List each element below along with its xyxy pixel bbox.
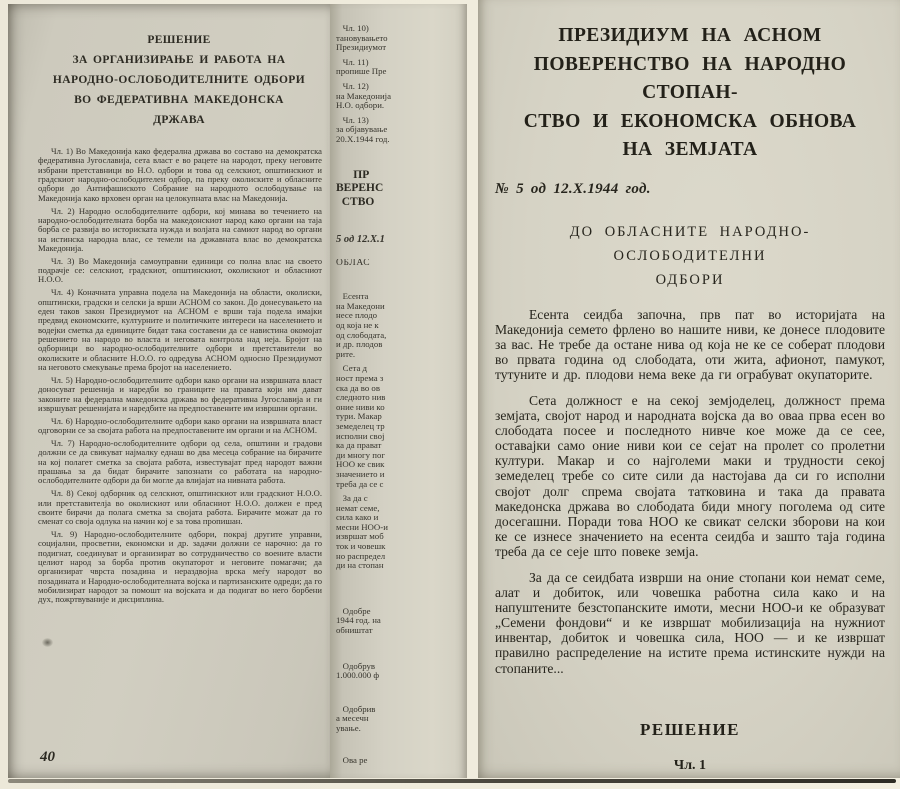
middle-fragment-column: [330, 4, 467, 778]
fragment-line: Чл. 12): [336, 81, 369, 91]
left-article-paragraph: Чл. 7) Народно-ослободителните одбори од села, општини и градови должни се да свикуват најмалку еднаш во два месеца собрание на бирачите на кој полагет сметка за својата работа, известувајат пред народот важни прашања за да бидат бирачите запознати со работата на народно-ослободителните одбори да би могле да влијајат на нивната работа.: [38, 437, 322, 486]
fragment-line: месни НОО-и: [336, 522, 388, 532]
fragment-line: тановувањето: [336, 33, 388, 43]
fragment-closing: Ова ре: [336, 755, 368, 765]
fragment-line: оние ниви ко: [336, 402, 385, 412]
fragment-line: ување.: [336, 724, 361, 733]
left-article-paragraph: Чл. 5) Народно-ослободителните одбори како органи на извршната власт доносуват решенија и наредби во границите на правата који им дават законите на федерална македонска држава во федеративна Југославија и ги извршуват решенијата и наредбите на предпоставените им извршни органи.: [38, 374, 322, 413]
fragment-line: Чл. 10): [336, 24, 369, 33]
fragment-line: Одобрив: [336, 704, 376, 714]
fragment-line: ток и човешк: [336, 542, 386, 552]
fragment-line: тури. Макар: [336, 412, 382, 422]
fragment-line: значението и: [336, 469, 385, 479]
fragment-line: рите.: [336, 349, 356, 359]
fragment-line: Н.О. одбори.: [336, 101, 385, 111]
fragment-document-number: 5 од 12.X.1: [336, 235, 385, 245]
fragment-approval-2: [336, 662, 467, 681]
fragment-line: следното нив: [336, 393, 386, 403]
fragment-addressee: ОБЛАС: [336, 258, 371, 268]
body-paragraph: За да се сеидбата изврши на оние стопани кои немат семе, алат и добиток, или човешка работна сила како и на напуштените безстопанските имоти, месни НОО-и ке образуват „Семени фондови“ и ке извршат мобилизација на нужниот инвентар, добиток и човешка сила, НОО — и ке извршат правилно распределение на истите према истинските нужди на стопаните...: [495, 570, 885, 676]
left-article-paragraph: Чл. 9) Народно-ослободителните одбори, покрај другите управни, социјални, просветни, економски и др. задачи должни се нарочно: да го подигнат, соединуват и организират во сотрудничество со воените власти целиот народ за борба против окупаторот и неговите помагачи; да организират чврста позадина и нераздвојна врска меѓу народот во позадината и Народно-ослободителната војска и партизанските одреди; да го мобилизират народот за помошт на војската и да подигат во него борбени дух, пожртвуваније и дисциплина.: [38, 529, 322, 605]
fragment-line: треба да се с: [336, 479, 384, 489]
right-title-line: СТВО И ЕКОНОМСКА ОБНОВА: [523, 110, 857, 132]
fragment-line: Одобрув: [336, 661, 376, 671]
fragment-line: за објавување: [336, 125, 388, 135]
fragment-line: од слободата,: [336, 330, 387, 340]
fragment-line: несе плодо: [336, 311, 378, 321]
body-paragraph: Есента сеидба започна, прв пат во историјата на Македонија семето фрлено во нашите ниви, ке донесе плодовите за вас. Не требе да остане нива од која не ке се соберат плодови во првата година од слободата, оти жита, афионот, памукот, тутуните и др. плодови нема веке да ги ограбуват окупаторите.: [495, 306, 885, 382]
body-paragraph: Сета должност е на секој земјоделец, должност према земјата, својот народ и народната војска да во оваа прва есен во слободата посее и последното нивче кое може да се сее, оставајки само оние ниви кои се сејат на пролет со пролетни култури. Макар и со најголеми маки и трудности секој земеделец требе со сите сили да настојава да си го исполни својот долг спрема својата татковина и така да правата македонска држава во слободата биди многу поголема од сите досегашни. Поради това НОО ке свикат селски зборови на кои ке се изнесе значението на есента сеидба и зашто таја година треба да се сеје што повеке земја.: [495, 392, 885, 559]
fragment-line: извршат моб: [336, 532, 384, 542]
left-article-paragraph: Чл. 1) Во Македонија како федерална држава во составо на демократска федеративна Југославија, сета власт е во рацете на народот, преку неговите избрани претставници во Н.О. одбори и това од селскиот, општинскиот и градскиот народно-ослободителен одбор, па преку околиските и обласните одбори до Антифашиското Собрание на народното ослободување на Македонија како врховен орган на целокупната влас на Македонија.: [38, 146, 322, 203]
fragment-line: обништат: [336, 626, 373, 636]
left-article-paragraph: Чл. 2) Народно ослободителните одбори, кој минава во течението на народно-ослободителната борба на македонскиот народ како органи на таја борба се развија во историската нужда и волјата на самиот народ во органи на истинска народна влас, се темели на државната влас во демократска Македонија.: [38, 205, 322, 253]
right-page-content: [478, 0, 900, 778]
left-article-paragraph: Чл. 4) Коначната управна подела на Македонија на области, околиски, општински, градски и селски ја врши АСНОМ со закон. До донесувањето на еден таков закон Президиумот на АСНОМ е врши таја подела имајки предвид економските, културните и политичките интереси на населението и водејки сметка да единиците бидат така составени да се навистина окомојат решението на народо во власта и неговата контрола над неја. Бројот на одборници во народно-ослободителните одбори и претставители во околиските и обласните Н.О.О. го одредува АСНОМ односно Президиумот на неговото смекување према бројот на населението.: [38, 287, 322, 373]
fragment-line: Президиумот: [336, 43, 387, 53]
fragment-line: ди на стопан: [336, 561, 384, 571]
right-title-line: НА ЗЕМЈАТА: [622, 139, 758, 160]
fragment-line: ност према з: [336, 373, 384, 383]
fragment-line: земеделец тр: [336, 421, 385, 431]
fragment-line: Сета д: [336, 364, 368, 374]
fragment-line: и др. плодов: [336, 340, 383, 350]
article-1-label: Чл. 1: [673, 757, 707, 773]
left-title-line: НАРОДНО-ОСЛОБОДИТЕЛНИТЕ ОДБОРИ: [52, 74, 306, 86]
fragment-heading-line: ВЕРЕНС: [336, 182, 384, 195]
fragment-approval-3: [336, 705, 467, 734]
right-page-title: [495, 22, 885, 165]
fragment-line: 20.X.1944 год.: [336, 134, 390, 144]
fragment-line: ди многу пог: [336, 450, 385, 460]
left-page-content: [8, 4, 330, 778]
fragment-line: 1.000.000 ф: [336, 671, 380, 681]
document-number: № 5 од 12.X.1944 год.: [495, 180, 651, 197]
fragment-heading-line: ПР: [336, 168, 370, 181]
fragment-line: на Македонија: [336, 91, 392, 101]
fragment-line: Есента: [336, 292, 369, 302]
fragment-line: За да с: [336, 494, 368, 504]
page-number: 40: [40, 749, 55, 765]
fragment-line: 1944 год. на: [336, 616, 381, 626]
resolution-heading: РЕШЕНИЕ: [639, 719, 740, 739]
fragment-articles: [336, 24, 467, 145]
right-page-scan: [478, 0, 900, 778]
fragment-line: од која не к: [336, 321, 379, 330]
fragment-heading-line: СТВО: [336, 195, 375, 208]
fragment-line: немат семе,: [336, 503, 380, 513]
fragment-line: на Македони: [336, 301, 385, 311]
left-title-line: РЕШЕНИЕ: [147, 34, 211, 46]
left-title-line: ВО ФЕДЕРАТИВНА МАКЕДОНСКА: [74, 94, 284, 106]
fragment-line: пропише Пре: [336, 67, 387, 77]
left-page-body: [38, 147, 322, 605]
fragment-line: Чл. 11): [336, 57, 369, 67]
right-title-line: ПОВЕРЕНСТВО НА НАРОДНО СТОПАН-: [533, 53, 847, 103]
left-page-title: [38, 30, 320, 130]
fragment-line: ска да во ов: [336, 383, 380, 393]
addressee-line: ОДБОРИ: [655, 271, 725, 288]
fragment-line: НОО ке свик: [336, 460, 385, 470]
right-page-body: [495, 307, 885, 676]
left-article-paragraph: Чл. 3) Во Македонија самоуправни единици со полна влас на своето подрачје се: селскиот, градскиот, општинскиот, околискиот и обласниот Н.О.О.: [38, 255, 322, 285]
left-article-paragraph: Чл. 8) Секој одборник од селскиот, општинскиот или градскиот Н.О.О. или претставителја во околискиот или обласниот Н.О.О. должен е пред своите бирачи да полага сметка за својата работа. Бирачите можат да го сменат со своја одлука на начин кој е за това пропишан.: [38, 488, 322, 527]
fragment-line: но распредел: [336, 551, 386, 561]
book-bottom-edge: [8, 779, 896, 783]
addressee-heading: [495, 220, 885, 292]
fragment-content: [330, 4, 467, 765]
addressee-line: ДО ОБЛАСНИТЕ НАРОДНО-ОСЛОБОДИТЕЛНИ: [569, 223, 811, 264]
fragment-line: сила како и: [336, 513, 379, 523]
fragment-line: Одобре: [336, 606, 371, 616]
fragment-line: Чл. 13): [336, 115, 369, 125]
left-title-line: ЗА ОРГАНИЗИРАЊЕ И РАБОТА НА: [72, 54, 286, 66]
left-title-line: ДРЖАВА: [153, 114, 205, 126]
left-article-paragraph: Чл. 6) Народно-ослободителните одбори како органи на извршната власт одговорни се за својата работа на предпоставените им органи и на АСНОМ.: [38, 415, 322, 436]
fragment-body: [336, 292, 467, 571]
fragment-line: а месечн: [336, 714, 369, 724]
right-title-line: ПРЕЗИДИУМ НА АСНОМ: [558, 25, 822, 46]
fragment-line: исполни свој: [336, 431, 385, 441]
fragment-heading: [336, 169, 467, 210]
left-page-scan: [8, 4, 330, 778]
fragment-line: ка да прават: [336, 441, 382, 451]
fragment-approval-1: [336, 607, 467, 636]
